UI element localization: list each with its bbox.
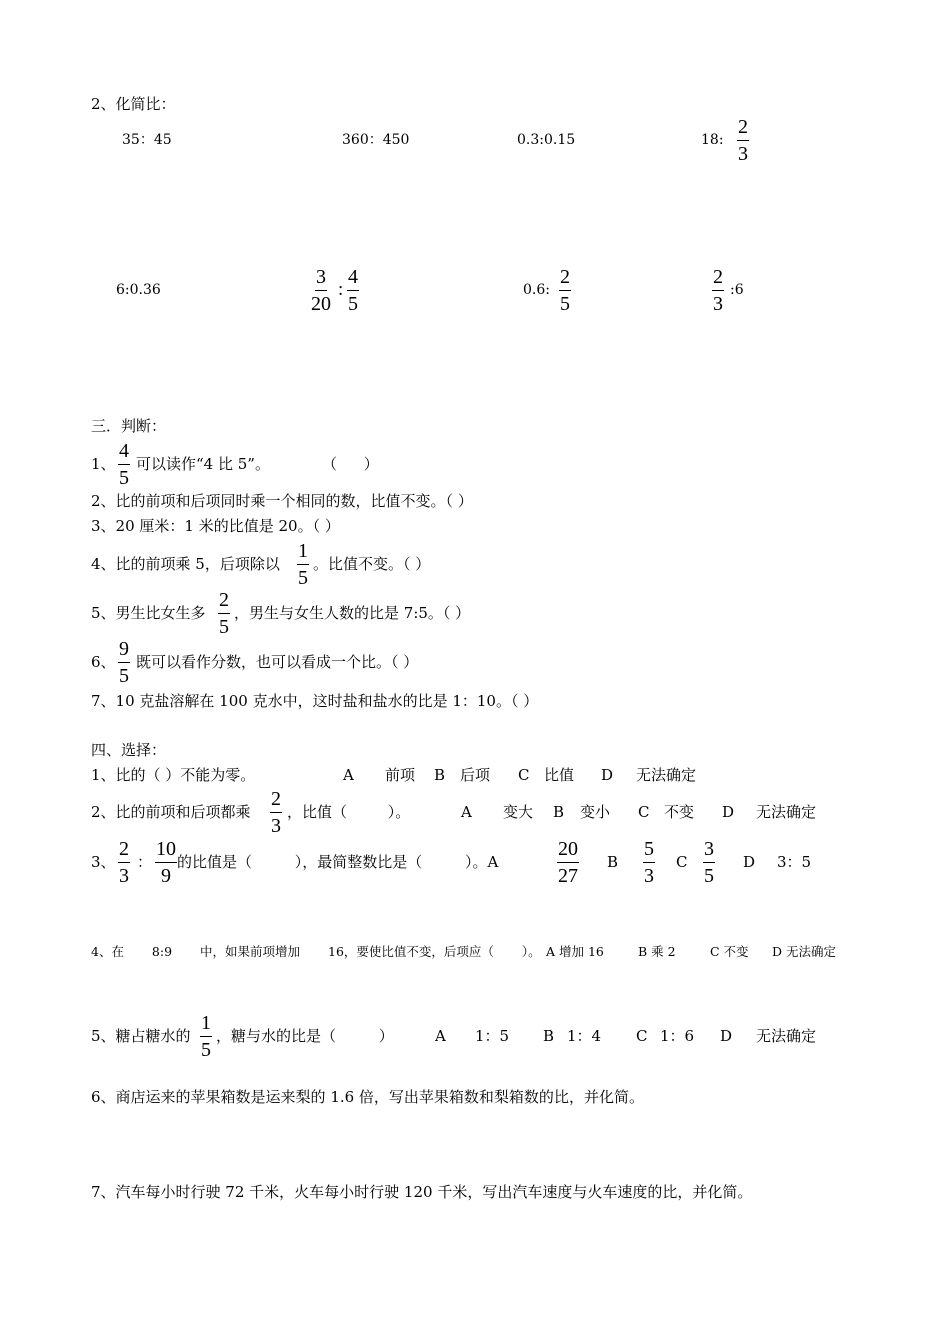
fraction <box>737 117 749 164</box>
option-letter: C <box>676 853 688 871</box>
denominator: 5 <box>201 1039 211 1061</box>
option-letter: B <box>543 1027 555 1045</box>
denominator: 5 <box>560 293 570 315</box>
fraction <box>347 267 359 314</box>
option-text: 1：4 <box>567 1027 602 1045</box>
option-text: 无法确定 <box>636 766 697 784</box>
numerator: 4 <box>347 267 359 291</box>
question-text: 2、比的前项和后项都乘 <box>91 803 251 821</box>
option-text: 1：5 <box>475 1027 510 1045</box>
question-text: 1、比的（ ）不能为零。 <box>91 766 256 784</box>
fraction <box>118 441 130 488</box>
fraction <box>218 590 230 637</box>
option-text: 前项 <box>385 766 416 784</box>
question-text: 7、10 克盐溶解在 100 克水中，这时盐和盐水的比是 1：10。（ ） <box>91 692 539 710</box>
question-text: ，男生与女生人数的比是 7:5。（ ） <box>234 604 471 622</box>
section-4-title: 四、选择： <box>91 741 167 759</box>
option-letter: A <box>343 766 354 784</box>
option-letter: D <box>720 1027 733 1045</box>
denominator: 5 <box>119 665 129 687</box>
option-text: 无法确定 <box>756 1027 817 1045</box>
ratio-item: 35：45 <box>122 132 172 148</box>
numerator: 5 <box>643 839 655 863</box>
numerator: 2 <box>712 267 724 291</box>
fraction <box>712 267 724 314</box>
option-letter: C <box>636 1027 648 1045</box>
numerator: 1 <box>200 1013 212 1037</box>
option-letter: A <box>461 803 472 821</box>
question-number: 3、 <box>91 853 116 871</box>
numerator: 2 <box>559 267 571 291</box>
denominator: 9 <box>161 865 171 887</box>
option-text: 变小 <box>580 803 611 821</box>
ratio-item-suffix: :6 <box>730 282 744 298</box>
section-2-title: 2、化简比： <box>91 95 176 113</box>
fraction <box>270 789 282 836</box>
option-text: C 不变 <box>710 944 749 959</box>
numerator: 4 <box>118 441 130 465</box>
option-text: A 增加 16 <box>546 944 604 959</box>
option-letter: D <box>601 766 614 784</box>
option-text: 变大 <box>503 803 534 821</box>
denominator: 27 <box>558 865 578 887</box>
option-text: 后项 <box>460 766 491 784</box>
ratio-colon: : <box>338 279 344 300</box>
question-text: 。比值不变。（ ） <box>313 555 431 573</box>
option-text: B 乘 2 <box>638 944 676 959</box>
fraction <box>297 541 309 588</box>
ratio-item: 6:0.36 <box>116 282 161 298</box>
denominator: 3 <box>271 815 281 837</box>
numerator: 3 <box>315 267 327 291</box>
question-text: 3、20 厘米：1 米的比值是 20。（ ） <box>91 517 340 535</box>
fraction <box>118 639 130 686</box>
fraction <box>557 839 579 886</box>
denominator: 5 <box>704 865 714 887</box>
question-text: 7、汽车每小时行驶 72 千米，火车每小时行驶 120 千米，写出汽车速度与火车速度的比，并化简。 <box>91 1183 753 1201</box>
denominator: 5 <box>219 616 229 638</box>
fraction <box>703 839 715 886</box>
option-letter: D <box>743 853 756 871</box>
numerator: 3 <box>703 839 715 863</box>
option-text: D 无法确定 <box>772 944 836 959</box>
answer-blank[interactable]: （ ） <box>322 455 379 473</box>
fraction <box>311 267 331 314</box>
ratio-item-prefix: 18: <box>701 132 724 148</box>
denominator: 3 <box>644 865 654 887</box>
question-text: 5、糖占糖水的 <box>91 1027 191 1045</box>
option-letter: B <box>607 853 619 871</box>
numerator: 2 <box>118 839 130 863</box>
ratio-item: 360：450 <box>342 132 410 148</box>
question-text: 6、商店运来的苹果箱数是运来梨的 1.6 倍，写出苹果箱数和梨箱数的比，并化简。 <box>91 1088 644 1106</box>
fraction <box>200 1013 212 1060</box>
option-letter: D <box>722 803 735 821</box>
question-text: 4、比的前项乘 5，后项除以 <box>91 555 280 573</box>
option-letter: B <box>553 803 565 821</box>
question-text: 4、在 8:9 中，如果前项增加 16，要使比值不变，后项应（ ）。 <box>91 944 541 959</box>
section-3-title: 三．判断： <box>91 417 167 435</box>
question-number: 6、 <box>91 653 116 671</box>
ratio-colon: ： <box>137 853 153 871</box>
option-text: 1：6 <box>660 1027 695 1045</box>
denominator: 5 <box>348 293 358 315</box>
denominator: 5 <box>298 567 308 589</box>
question-text: 可以读作“4 比 5”。 <box>136 455 270 473</box>
question-text: 2、比的前项和后项同时乘一个相同的数，比值不变。（ ） <box>91 492 473 510</box>
numerator: 10 <box>155 839 177 863</box>
option-letter: B <box>434 766 446 784</box>
option-text: 3：5 <box>777 853 812 871</box>
option-letter: A <box>435 1027 446 1045</box>
denominator: 3 <box>119 865 129 887</box>
numerator: 9 <box>118 639 130 663</box>
ratio-item: 0.3:0.15 <box>517 132 576 148</box>
fraction <box>118 839 130 886</box>
denominator: 20 <box>311 293 331 315</box>
option-text: 比值 <box>544 766 575 784</box>
question-text: 5、男生比女生多 <box>91 604 206 622</box>
fraction <box>559 267 571 314</box>
ratio-item-prefix: 0.6: <box>523 282 550 298</box>
denominator: 5 <box>119 467 129 489</box>
denominator: 3 <box>713 293 723 315</box>
numerator: 2 <box>218 590 230 614</box>
numerator: 2 <box>737 117 749 141</box>
numerator: 20 <box>557 839 579 863</box>
fraction <box>155 839 177 886</box>
denominator: 3 <box>738 143 748 165</box>
question-text: ，比值（ ）。 <box>287 803 411 821</box>
option-letter: C <box>518 766 530 784</box>
numerator: 1 <box>297 541 309 565</box>
option-text: 不变 <box>664 803 695 821</box>
numerator: 2 <box>270 789 282 813</box>
fraction <box>643 839 655 886</box>
question-number: 1、 <box>91 455 116 473</box>
option-text: 无法确定 <box>756 803 817 821</box>
question-text: 的比值是（ ），最简整数比是（ ）。A <box>177 853 499 871</box>
question-text: ，糖与水的比是（ ） <box>216 1027 394 1045</box>
question-text: 既可以看作分数，也可以看成一个比。（ ） <box>136 653 419 671</box>
option-letter: C <box>638 803 650 821</box>
